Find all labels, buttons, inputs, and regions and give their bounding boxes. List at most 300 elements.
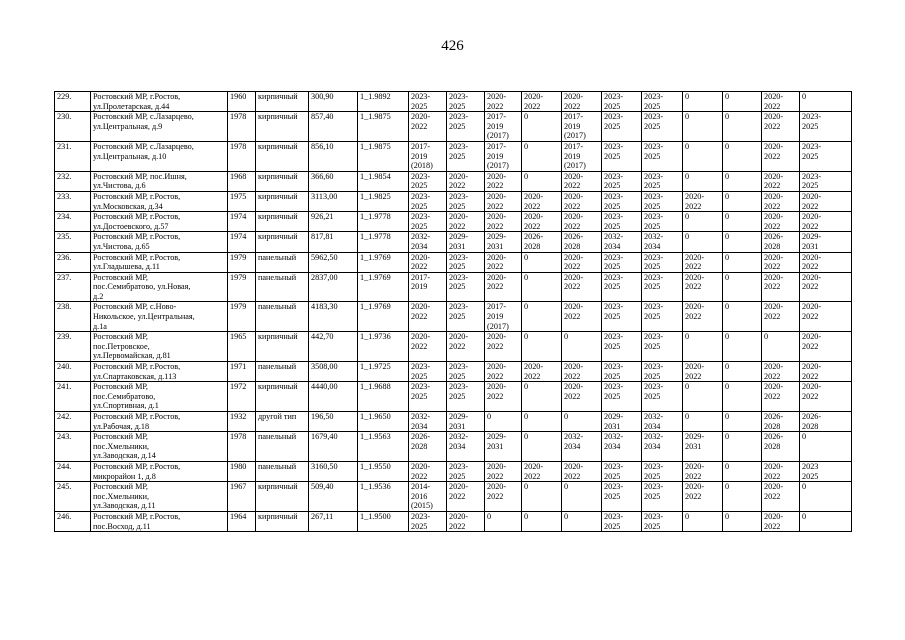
cell-area: 366,60 <box>309 171 358 191</box>
cell-code: 1_1.9550 <box>358 461 409 481</box>
cell-term-8: 0 <box>683 232 723 252</box>
cell-term-10: 2020- 2022 <box>762 92 800 112</box>
cell-year-built: 1979 <box>228 252 256 272</box>
table-row <box>55 252 852 272</box>
cell-area: 856,10 <box>309 141 358 171</box>
cell-term-2: 2023- 2025 <box>447 191 485 211</box>
cell-area: 2837,00 <box>309 272 358 302</box>
cell-term-11: 2020- 2022 <box>800 252 852 272</box>
cell-term-3: 0 <box>485 412 522 432</box>
cell-term-4: 2026- 2028 <box>522 232 562 252</box>
cell-term-1: 2023- 2025 <box>409 92 447 112</box>
cell-term-11: 0 <box>800 432 852 462</box>
table-row <box>55 432 852 462</box>
cell-term-1: 2032- 2034 <box>409 232 447 252</box>
table-row <box>55 112 852 142</box>
cell-row-number: 230. <box>55 112 91 142</box>
table-row <box>55 362 852 382</box>
cell-address: Ростовский МР, г.Ростов, ул.Рабочая, д.18 <box>91 412 228 432</box>
cell-term-2: 2023- 2025 <box>447 382 485 412</box>
cell-term-7: 2023- 2025 <box>642 171 683 191</box>
cell-term-10: 2020- 2022 <box>762 272 800 302</box>
cell-term-6: 2023- 2025 <box>602 191 642 211</box>
cell-area: 267,11 <box>309 511 358 531</box>
cell-term-5: 2020- 2022 <box>562 191 602 211</box>
cell-area: 509,40 <box>309 482 358 512</box>
cell-address: Ростовский МР, пос.Хмельники, ул.Заводская, д.11 <box>91 482 228 512</box>
cell-term-6: 2023- 2025 <box>602 302 642 332</box>
cell-term-3: 2020- 2022 <box>485 382 522 412</box>
cell-address: Ростовский МР, пос.Петровское, ул.Первомайская, д.81 <box>91 332 228 362</box>
cell-term-11: 2026- 2028 <box>800 412 852 432</box>
cell-row-number: 241. <box>55 382 91 412</box>
cell-term-9: 0 <box>723 332 762 362</box>
cell-code: 1_1.9725 <box>358 362 409 382</box>
cell-area: 3113,00 <box>309 191 358 211</box>
cell-term-11: 2020- 2022 <box>800 382 852 412</box>
cell-term-10: 2020- 2022 <box>762 482 800 512</box>
cell-term-11: 2023- 2025 <box>800 141 852 171</box>
table-body <box>55 92 852 532</box>
cell-term-9: 0 <box>723 461 762 481</box>
cell-wall-material: панельный <box>256 432 309 462</box>
cell-row-number: 246. <box>55 511 91 531</box>
cell-row-number: 231. <box>55 141 91 171</box>
cell-term-7: 2023- 2025 <box>642 212 683 232</box>
cell-area: 300,90 <box>309 92 358 112</box>
cell-code: 1_1.9650 <box>358 412 409 432</box>
cell-code: 1_1.9854 <box>358 171 409 191</box>
cell-wall-material: кирпичный <box>256 382 309 412</box>
cell-term-8: 0 <box>683 92 723 112</box>
cell-term-7: 2023- 2025 <box>642 112 683 142</box>
cell-term-9: 0 <box>723 141 762 171</box>
cell-term-9: 0 <box>723 382 762 412</box>
cell-term-6: 2023- 2025 <box>602 171 642 191</box>
table-row <box>55 171 852 191</box>
cell-code: 1_1.9769 <box>358 252 409 272</box>
cell-term-10: 2020- 2022 <box>762 171 800 191</box>
cell-code: 1_1.9736 <box>358 332 409 362</box>
cell-term-10: 2020- 2022 <box>762 302 800 332</box>
cell-row-number: 234. <box>55 212 91 232</box>
cell-term-6: 2023- 2025 <box>602 482 642 512</box>
cell-term-1: 2020- 2022 <box>409 302 447 332</box>
cell-term-1: 2026- 2028 <box>409 432 447 462</box>
cell-term-7: 2023- 2025 <box>642 511 683 531</box>
cell-term-8: 0 <box>683 382 723 412</box>
cell-term-4: 2020- 2022 <box>522 212 562 232</box>
cell-term-1: 2017- 2019 <box>409 272 447 302</box>
cell-term-8: 0 <box>683 511 723 531</box>
cell-term-6: 2029- 2031 <box>602 412 642 432</box>
cell-term-11: 2020- 2022 <box>800 332 852 362</box>
cell-term-4: 2020- 2022 <box>522 362 562 382</box>
cell-term-8: 2020- 2022 <box>683 272 723 302</box>
cell-address: Ростовский МР, пос.Хмельники, ул.Заводская, д.14 <box>91 432 228 462</box>
cell-address: Ростовский МР, г.Ростов, ул.Чистова, д.65 <box>91 232 228 252</box>
cell-term-3: 2017- 2019 (2017) <box>485 141 522 171</box>
cell-term-9: 0 <box>723 272 762 302</box>
table-row <box>55 511 852 531</box>
cell-term-5: 0 <box>562 482 602 512</box>
cell-term-3: 2020- 2022 <box>485 461 522 481</box>
cell-year-built: 1960 <box>228 92 256 112</box>
cell-term-10: 2020- 2022 <box>762 511 800 531</box>
cell-term-4: 0 <box>522 482 562 512</box>
cell-term-1: 2023- 2025 <box>409 362 447 382</box>
cell-term-9: 0 <box>723 212 762 232</box>
cell-wall-material: кирпичный <box>256 191 309 211</box>
cell-area: 817,81 <box>309 232 358 252</box>
cell-term-6: 2023- 2025 <box>602 382 642 412</box>
cell-term-2: 2029- 2031 <box>447 412 485 432</box>
cell-term-6: 2032- 2034 <box>602 432 642 462</box>
cell-term-3: 2020- 2022 <box>485 252 522 272</box>
cell-term-7: 2032- 2034 <box>642 412 683 432</box>
cell-row-number: 243. <box>55 432 91 462</box>
cell-term-9: 0 <box>723 432 762 462</box>
cell-year-built: 1978 <box>228 112 256 142</box>
cell-term-5: 2020- 2022 <box>562 382 602 412</box>
cell-term-4: 0 <box>522 302 562 332</box>
cell-term-6: 2023- 2025 <box>602 92 642 112</box>
cell-term-4: 0 <box>522 272 562 302</box>
cell-row-number: 245. <box>55 482 91 512</box>
cell-row-number: 240. <box>55 362 91 382</box>
housing-table <box>54 91 852 532</box>
cell-term-4: 0 <box>522 112 562 142</box>
cell-term-9: 0 <box>723 92 762 112</box>
cell-term-2: 2023- 2025 <box>447 302 485 332</box>
cell-term-8: 0 <box>683 212 723 232</box>
cell-term-11: 2020- 2022 <box>800 191 852 211</box>
cell-term-11: 2020- 2022 <box>800 212 852 232</box>
cell-term-9: 0 <box>723 191 762 211</box>
cell-row-number: 229. <box>55 92 91 112</box>
cell-term-10: 2026- 2028 <box>762 232 800 252</box>
cell-term-10: 2020- 2022 <box>762 191 800 211</box>
cell-term-8: 0 <box>683 171 723 191</box>
cell-term-4: 2020- 2022 <box>522 191 562 211</box>
cell-term-2: 2023- 2025 <box>447 112 485 142</box>
cell-term-11: 2020- 2022 <box>800 272 852 302</box>
cell-term-3: 2020- 2022 <box>485 332 522 362</box>
cell-term-11: 2029- 2031 <box>800 232 852 252</box>
cell-area: 196,50 <box>309 412 358 432</box>
cell-code: 1_1.9875 <box>358 112 409 142</box>
cell-wall-material: кирпичный <box>256 112 309 142</box>
cell-wall-material: кирпичный <box>256 92 309 112</box>
cell-term-3: 2017- 2019 (2017) <box>485 302 522 332</box>
cell-term-2: 2023- 2025 <box>447 272 485 302</box>
cell-wall-material: кирпичный <box>256 482 309 512</box>
cell-year-built: 1932 <box>228 412 256 432</box>
cell-term-3: 2020- 2022 <box>485 362 522 382</box>
cell-address: Ростовский МР, г.Ростов, ул.Московская, д.34 <box>91 191 228 211</box>
cell-term-11: 2020- 2022 <box>800 302 852 332</box>
cell-wall-material: панельный <box>256 362 309 382</box>
cell-term-10: 2020- 2022 <box>762 141 800 171</box>
cell-term-10: 2020- 2022 <box>762 461 800 481</box>
cell-term-2: 2023- 2025 <box>447 461 485 481</box>
cell-wall-material: кирпичный <box>256 332 309 362</box>
cell-code: 1_1.9875 <box>358 141 409 171</box>
page-number: 426 <box>441 38 464 54</box>
cell-year-built: 1974 <box>228 212 256 232</box>
cell-term-4: 0 <box>522 511 562 531</box>
cell-term-5: 2020- 2022 <box>562 92 602 112</box>
cell-row-number: 244. <box>55 461 91 481</box>
cell-term-4: 0 <box>522 141 562 171</box>
cell-address: Ростовский МР, с.Лазарцево, ул.Центральная, д.10 <box>91 141 228 171</box>
cell-term-7: 2023- 2025 <box>642 272 683 302</box>
table-row <box>55 92 852 112</box>
cell-term-2: 2023- 2025 <box>447 92 485 112</box>
cell-year-built: 1979 <box>228 272 256 302</box>
cell-term-8: 0 <box>683 141 723 171</box>
table-row <box>55 232 852 252</box>
cell-term-1: 2023- 2025 <box>409 382 447 412</box>
cell-address: Ростовский МР, г.Ростов, ул.Гладышева, д.11 <box>91 252 228 272</box>
cell-year-built: 1964 <box>228 511 256 531</box>
cell-term-6: 2023- 2025 <box>602 141 642 171</box>
cell-area: 3160,50 <box>309 461 358 481</box>
cell-year-built: 1978 <box>228 141 256 171</box>
cell-wall-material: панельный <box>256 461 309 481</box>
cell-wall-material: панельный <box>256 272 309 302</box>
cell-term-1: 2017- 2019 (2018) <box>409 141 447 171</box>
cell-year-built: 1968 <box>228 171 256 191</box>
cell-term-4: 0 <box>522 382 562 412</box>
cell-year-built: 1965 <box>228 332 256 362</box>
cell-term-1: 2020- 2022 <box>409 332 447 362</box>
cell-term-11: 2020- 2022 <box>800 362 852 382</box>
cell-code: 1_1.9688 <box>358 382 409 412</box>
cell-term-2: 2020- 2022 <box>447 212 485 232</box>
cell-term-3: 2017- 2019 (2017) <box>485 112 522 142</box>
cell-wall-material: кирпичный <box>256 171 309 191</box>
cell-term-9: 0 <box>723 112 762 142</box>
cell-term-8: 0 <box>683 112 723 142</box>
cell-term-1: 2014- 2016 (2015) <box>409 482 447 512</box>
cell-term-6: 2023- 2025 <box>602 461 642 481</box>
cell-term-4: 0 <box>522 412 562 432</box>
cell-term-10: 2020- 2022 <box>762 382 800 412</box>
table-row <box>55 482 852 512</box>
cell-address: Ростовский МР, пос.Ишня, ул.Чистова, д.6 <box>91 171 228 191</box>
cell-year-built: 1980 <box>228 461 256 481</box>
cell-term-4: 0 <box>522 252 562 272</box>
cell-term-2: 2020- 2022 <box>447 171 485 191</box>
cell-term-6: 2032- 2034 <box>602 232 642 252</box>
table-row <box>55 212 852 232</box>
cell-row-number: 232. <box>55 171 91 191</box>
cell-term-8: 0 <box>683 412 723 432</box>
cell-term-8: 2020- 2022 <box>683 362 723 382</box>
cell-term-3: 2029- 2031 <box>485 232 522 252</box>
cell-term-10: 2020- 2022 <box>762 362 800 382</box>
cell-term-1: 2020- 2022 <box>409 461 447 481</box>
cell-area: 857,40 <box>309 112 358 142</box>
cell-code: 1_1.9769 <box>358 272 409 302</box>
cell-term-5: 2020- 2022 <box>562 171 602 191</box>
cell-term-3: 2020- 2022 <box>485 171 522 191</box>
cell-term-7: 2023- 2025 <box>642 461 683 481</box>
cell-term-7: 2023- 2025 <box>642 141 683 171</box>
cell-term-8: 2020- 2022 <box>683 191 723 211</box>
cell-term-4: 0 <box>522 432 562 462</box>
cell-term-9: 0 <box>723 362 762 382</box>
cell-term-9: 0 <box>723 171 762 191</box>
cell-code: 1_1.9563 <box>358 432 409 462</box>
cell-term-5: 0 <box>562 511 602 531</box>
cell-term-10: 2020- 2022 <box>762 212 800 232</box>
cell-term-7: 2023- 2025 <box>642 252 683 272</box>
cell-term-3: 2020- 2022 <box>485 482 522 512</box>
cell-term-10: 2020- 2022 <box>762 252 800 272</box>
cell-term-8: 2029- 2031 <box>683 432 723 462</box>
cell-term-1: 2023- 2025 <box>409 212 447 232</box>
cell-address: Ростовский МР, пос.Семибратово, ул.Новая, д.2 <box>91 272 228 302</box>
cell-term-2: 2020- 2022 <box>447 482 485 512</box>
cell-term-6: 2023- 2025 <box>602 272 642 302</box>
cell-term-7: 2032- 2034 <box>642 432 683 462</box>
cell-term-1: 2020- 2022 <box>409 252 447 272</box>
cell-term-4: 0 <box>522 171 562 191</box>
table-row <box>55 302 852 332</box>
cell-year-built: 1967 <box>228 482 256 512</box>
cell-term-7: 2023- 2025 <box>642 382 683 412</box>
cell-code: 1_1.9825 <box>358 191 409 211</box>
cell-term-9: 0 <box>723 511 762 531</box>
table-row <box>55 332 852 362</box>
cell-term-8: 2020- 2022 <box>683 252 723 272</box>
cell-term-11: 2023- 2025 <box>800 112 852 142</box>
cell-term-1: 2032- 2034 <box>409 412 447 432</box>
cell-wall-material: панельный <box>256 302 309 332</box>
cell-term-4: 2020- 2022 <box>522 92 562 112</box>
cell-term-1: 2023- 2025 <box>409 511 447 531</box>
cell-term-1: 2023- 2025 <box>409 191 447 211</box>
cell-term-11: 0 <box>800 511 852 531</box>
cell-term-9: 0 <box>723 412 762 432</box>
cell-term-9: 0 <box>723 482 762 512</box>
cell-term-5: 2020- 2022 <box>562 461 602 481</box>
cell-code: 1_1.9778 <box>358 212 409 232</box>
cell-row-number: 242. <box>55 412 91 432</box>
cell-term-9: 0 <box>723 232 762 252</box>
cell-term-11: 2023- 2025 <box>800 171 852 191</box>
cell-term-6: 2023- 2025 <box>602 212 642 232</box>
cell-wall-material: кирпичный <box>256 511 309 531</box>
cell-term-7: 2023- 2025 <box>642 302 683 332</box>
cell-wall-material: другой тип <box>256 412 309 432</box>
cell-term-3: 2020- 2022 <box>485 212 522 232</box>
cell-year-built: 1978 <box>228 432 256 462</box>
cell-term-6: 2023- 2025 <box>602 332 642 362</box>
cell-year-built: 1972 <box>228 382 256 412</box>
cell-term-10: 2020- 2022 <box>762 112 800 142</box>
cell-term-7: 2023- 2025 <box>642 191 683 211</box>
cell-term-3: 2020- 2022 <box>485 191 522 211</box>
cell-term-6: 2023- 2025 <box>602 112 642 142</box>
cell-term-11: 0 <box>800 92 852 112</box>
cell-wall-material: кирпичный <box>256 141 309 171</box>
table-row <box>55 141 852 171</box>
cell-row-number: 237. <box>55 272 91 302</box>
cell-area: 1679,40 <box>309 432 358 462</box>
cell-term-5: 2026- 2028 <box>562 232 602 252</box>
table-row <box>55 382 852 412</box>
cell-term-5: 2017- 2019 (2017) <box>562 141 602 171</box>
cell-term-5: 2020- 2022 <box>562 302 602 332</box>
cell-row-number: 236. <box>55 252 91 272</box>
cell-term-10: 2026- 2028 <box>762 432 800 462</box>
cell-term-7: 2032- 2034 <box>642 232 683 252</box>
cell-term-3: 2020- 2022 <box>485 272 522 302</box>
cell-term-2: 2020- 2022 <box>447 332 485 362</box>
cell-address: Ростовский МР, с.Ново- Никольское, ул.Центральная, д.1а <box>91 302 228 332</box>
cell-term-2: 2032- 2034 <box>447 432 485 462</box>
cell-code: 1_1.9892 <box>358 92 409 112</box>
cell-address: Ростовский МР, пос.Семибратово, ул.Спортивная, д.1 <box>91 382 228 412</box>
cell-term-8: 2020- 2022 <box>683 461 723 481</box>
cell-term-2: 2023- 2025 <box>447 252 485 272</box>
cell-term-6: 2023- 2025 <box>602 511 642 531</box>
cell-address: Ростовский МР, г.Ростов, ул.Спартаковская, д.113 <box>91 362 228 382</box>
cell-term-8: 2020- 2022 <box>683 482 723 512</box>
cell-address: Ростовский МР, г.Ростов, ул.Достоевского, д.57 <box>91 212 228 232</box>
cell-term-2: 2023- 2025 <box>447 362 485 382</box>
cell-row-number: 239. <box>55 332 91 362</box>
cell-term-11: 0 <box>800 482 852 512</box>
cell-wall-material: кирпичный <box>256 232 309 252</box>
cell-address: Ростовский МР, г.Ростов, микрорайон 1, д.8 <box>91 461 228 481</box>
cell-term-10: 2026- 2028 <box>762 412 800 432</box>
table-row <box>55 272 852 302</box>
cell-term-9: 0 <box>723 252 762 272</box>
cell-wall-material: панельный <box>256 252 309 272</box>
cell-term-1: 2023- 2025 <box>409 171 447 191</box>
cell-address: Ростовский МР, г.Ростов, ул.Пролетарская, д.44 <box>91 92 228 112</box>
cell-row-number: 233. <box>55 191 91 211</box>
cell-term-4: 2020- 2022 <box>522 461 562 481</box>
cell-term-5: 2020- 2022 <box>562 272 602 302</box>
cell-address: Ростовский МР, г.Ростов, пос.Восход, д.11 <box>91 511 228 531</box>
cell-code: 1_1.9500 <box>358 511 409 531</box>
cell-wall-material: кирпичный <box>256 212 309 232</box>
cell-area: 4183,30 <box>309 302 358 332</box>
cell-row-number: 235. <box>55 232 91 252</box>
cell-term-5: 2020- 2022 <box>562 252 602 272</box>
cell-term-9: 0 <box>723 302 762 332</box>
cell-code: 1_1.9778 <box>358 232 409 252</box>
cell-term-8: 0 <box>683 332 723 362</box>
cell-area: 442,70 <box>309 332 358 362</box>
cell-term-3: 0 <box>485 511 522 531</box>
cell-address: Ростовский МР, с.Лазарцево, ул.Центральная, д.9 <box>91 112 228 142</box>
cell-term-5: 2020- 2022 <box>562 362 602 382</box>
cell-term-10: 0 <box>762 332 800 362</box>
cell-term-6: 2023- 2025 <box>602 362 642 382</box>
table-row <box>55 461 852 481</box>
cell-term-6: 2023- 2025 <box>602 252 642 272</box>
cell-year-built: 1979 <box>228 302 256 332</box>
cell-term-7: 2023- 2025 <box>642 332 683 362</box>
cell-term-4: 0 <box>522 332 562 362</box>
cell-term-5: 2032- 2034 <box>562 432 602 462</box>
